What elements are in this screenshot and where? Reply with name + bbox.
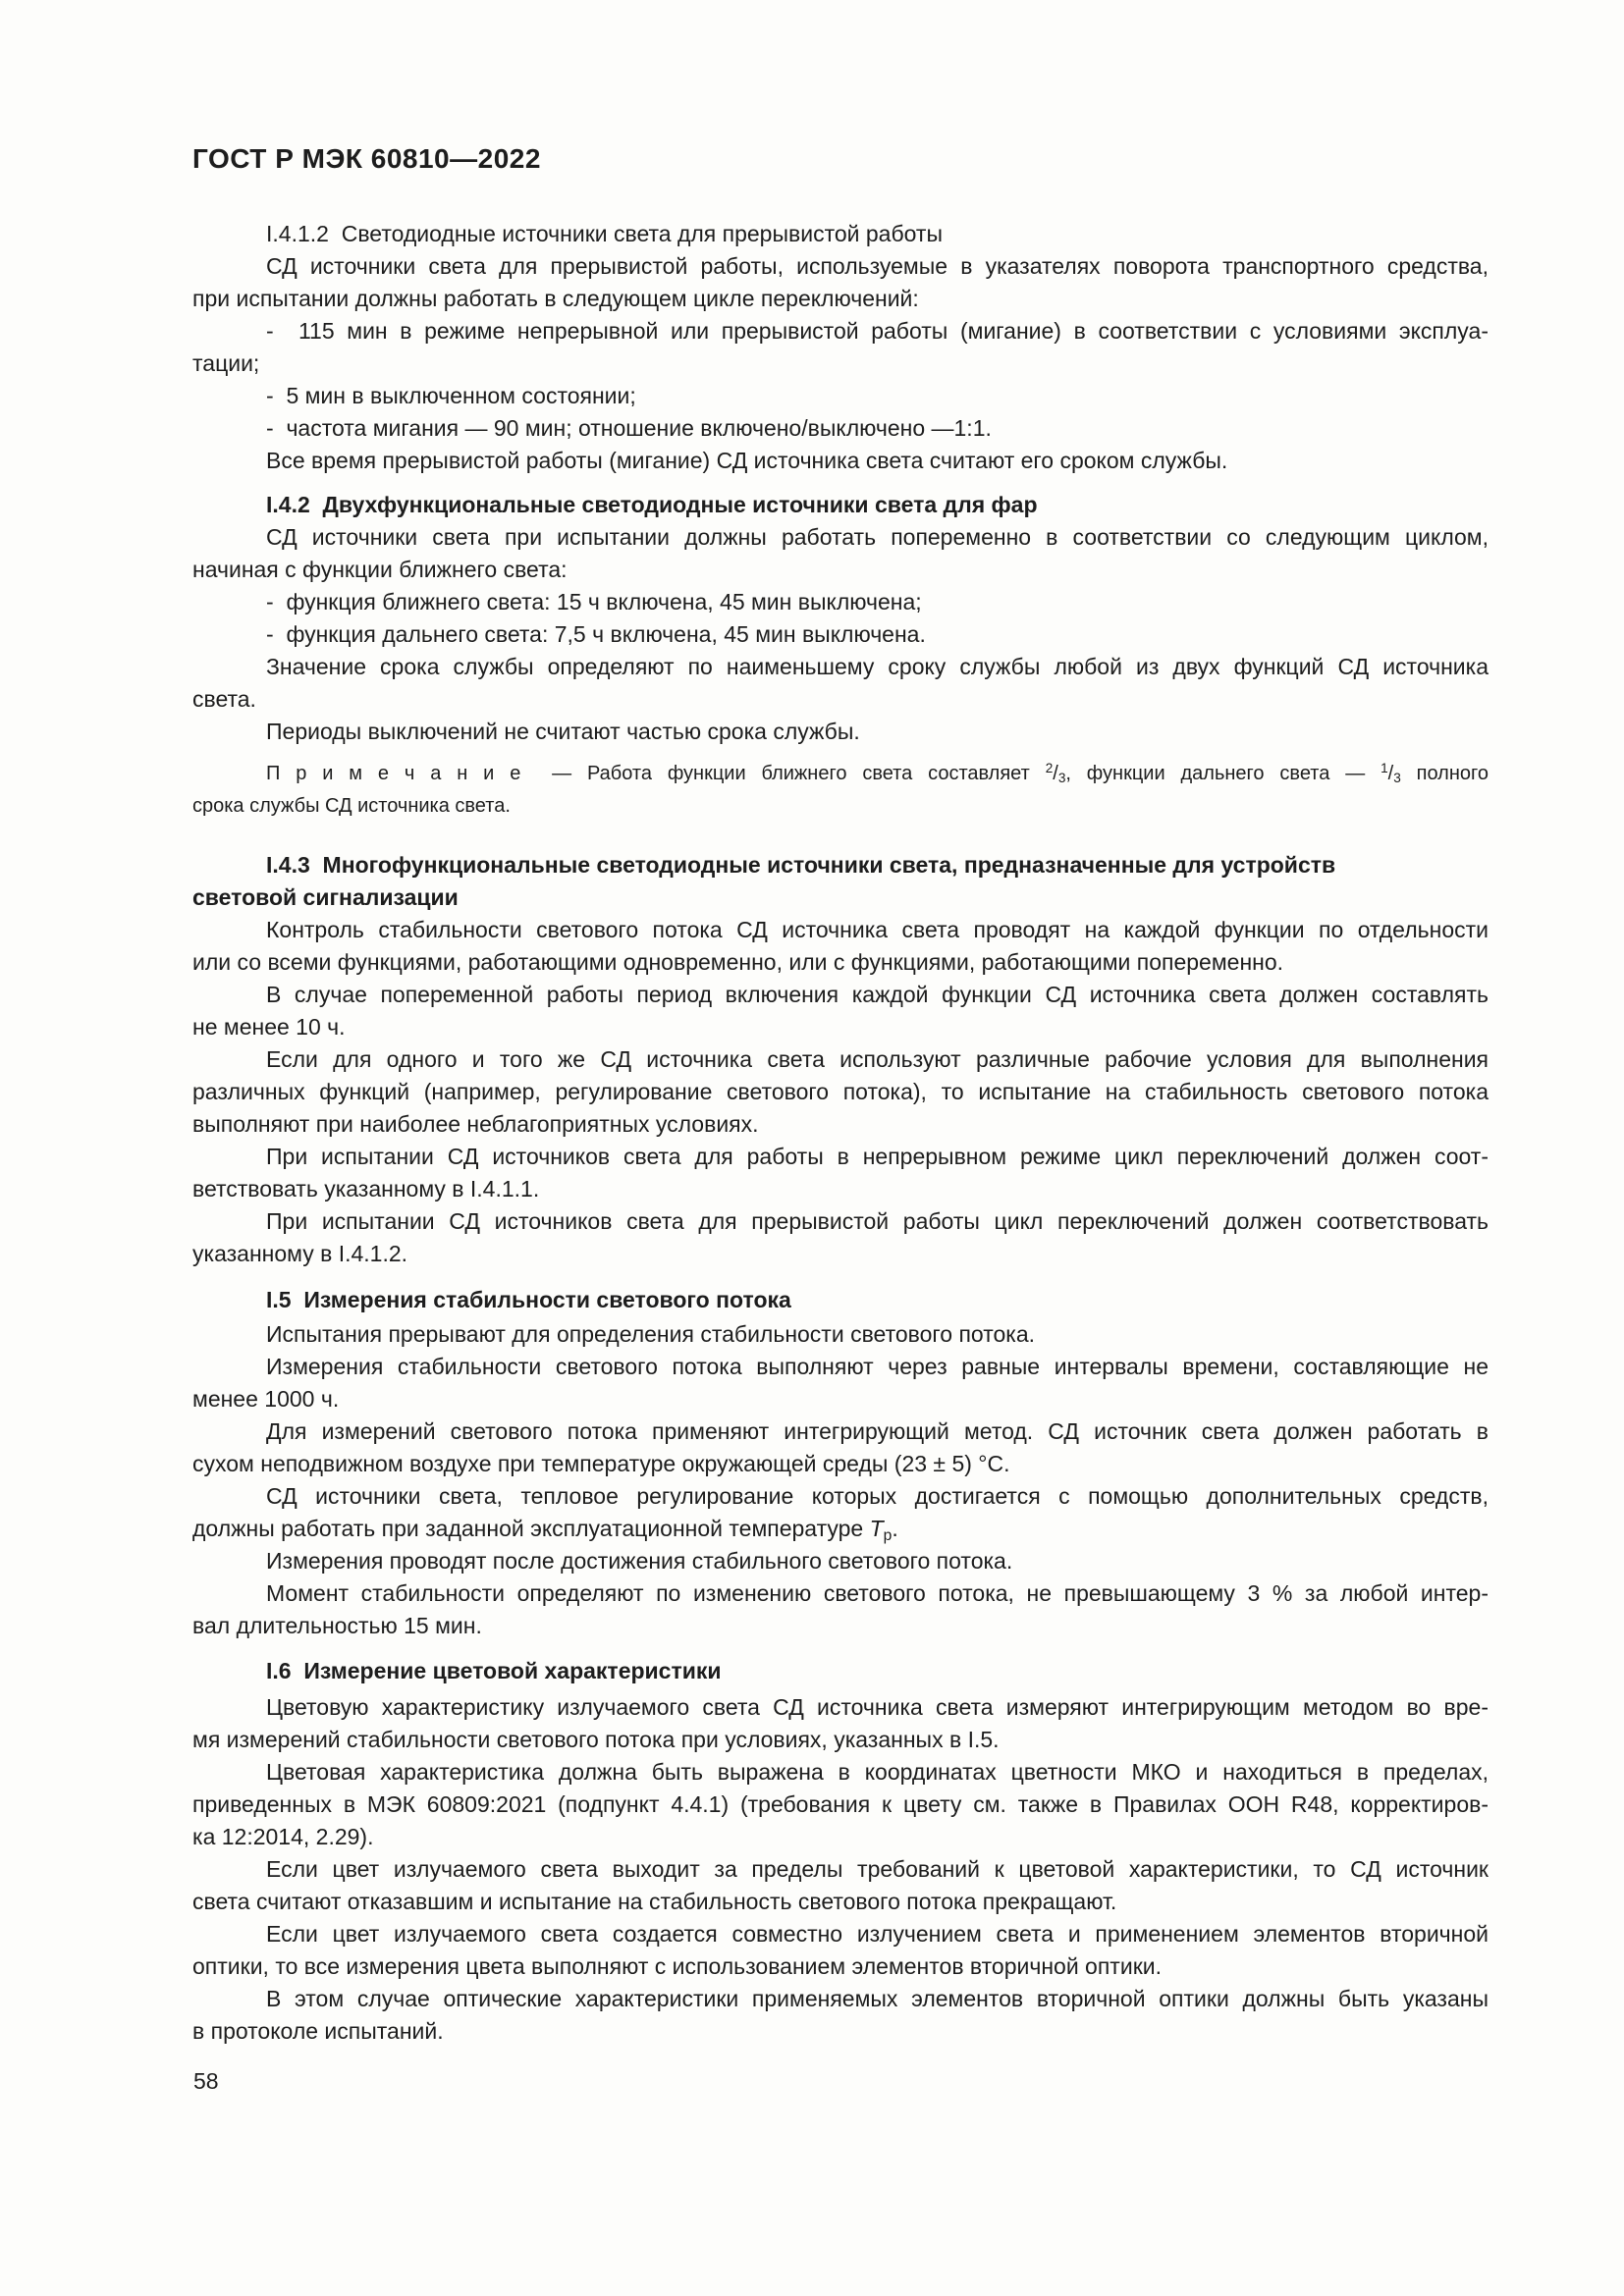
fraction-denominator: 3 bbox=[1057, 771, 1066, 786]
section-heading bbox=[192, 1655, 1489, 1687]
text-run: При испытании СД источников света для работы в непрерывном режиме цикл переключений должен соот- bbox=[266, 1144, 1489, 1169]
text-run: или со всеми функциями, работающими одновременно, или с функциями, работающими попеременно. bbox=[192, 949, 1284, 975]
symbol-temperature: T bbox=[869, 1516, 884, 1541]
paragraph-line bbox=[192, 1950, 1489, 1983]
text-run: Значение срока службы определяют по наименьшему сроку службы любой из двух функций СД источника bbox=[266, 654, 1489, 679]
text-run: I.4.3 Многофункциональные светодиодные источники света, предназначенные для устройств bbox=[266, 852, 1336, 878]
text-run: Цветовая характеристика должна быть выражена в координатах цветности МКО и находиться в пределах, bbox=[266, 1759, 1489, 1785]
paragraph-line bbox=[192, 683, 1489, 716]
paragraph-line bbox=[192, 1141, 1489, 1173]
paragraph-line bbox=[192, 946, 1489, 979]
text-run: - 115 мин в режиме непрерывной или прерывистой работы (мигание) в соответствии с условиями эксплуа- bbox=[266, 318, 1489, 344]
list-item bbox=[192, 586, 1489, 618]
paragraph-line bbox=[192, 1513, 1489, 1545]
text-run: - функция дальнего света: 7,5 ч включена, 45 мин выключена. bbox=[266, 621, 926, 647]
text-run: в протоколе испытаний. bbox=[192, 2018, 444, 2044]
text-run: / bbox=[1053, 763, 1058, 784]
paragraph-line bbox=[192, 521, 1489, 554]
paragraph-line bbox=[192, 1983, 1489, 2015]
text-run: Периоды выключений не считают частью срока службы. bbox=[266, 719, 860, 744]
list-item bbox=[192, 618, 1489, 651]
text-run: I.6 Измерение цветовой характеристики bbox=[266, 1658, 722, 1683]
paragraph-line bbox=[192, 1886, 1489, 1918]
text-run: оптики, то все измерения цвета выполняют с использованием элементов вторичной оптики. bbox=[192, 1953, 1162, 1979]
paragraph-line bbox=[192, 1821, 1489, 1853]
text-run: срока службы СД источника света. bbox=[192, 795, 511, 817]
text-run: Если для одного и того же СД источника света используют различные рабочие условия для выполнения bbox=[266, 1046, 1489, 1072]
text-run: В этом случае оптические характеристики применяемых элементов вторичной оптики должны быть указаны bbox=[266, 1986, 1489, 2011]
text-run: света. bbox=[192, 686, 256, 712]
paragraph-line bbox=[192, 1173, 1489, 1205]
text-run: П р и м е ч а н и е — Работа функции ближнего света составляет bbox=[266, 763, 1046, 784]
paragraph-line bbox=[192, 1691, 1489, 1724]
paragraph-line bbox=[192, 1610, 1489, 1642]
text-run: - частота мигания — 90 мин; отношение включено/выключено —1:1. bbox=[266, 415, 992, 441]
paragraph-line bbox=[192, 1789, 1489, 1821]
text-run: / bbox=[1387, 763, 1394, 784]
paragraph-line bbox=[192, 1756, 1489, 1789]
paragraph-line bbox=[192, 1545, 1489, 1577]
text-run: тации; bbox=[192, 350, 260, 376]
note-line bbox=[192, 790, 1489, 823]
paragraph-line bbox=[192, 914, 1489, 946]
section-heading bbox=[192, 849, 1489, 881]
text-run: Если цвет излучаемого света выходит за пределы требований к цветовой характеристики, то СД источник bbox=[266, 1856, 1489, 1882]
fraction-numerator: 1 bbox=[1380, 761, 1388, 776]
text-run: световой сигнализации bbox=[192, 884, 459, 910]
text-run: - 5 мин в выключенном состоянии; bbox=[266, 383, 636, 408]
text-run: ветствовать указанному в I.4.1.1. bbox=[192, 1176, 540, 1201]
text-run: При испытании СД источников света для прерывистой работы цикл переключений должен соответствовать bbox=[266, 1208, 1489, 1234]
note-line bbox=[192, 758, 1489, 790]
paragraph-line bbox=[192, 1043, 1489, 1076]
paragraph-line bbox=[192, 1724, 1489, 1756]
text-run: начиная с функции ближнего света: bbox=[192, 557, 568, 582]
paragraph-line bbox=[192, 1448, 1489, 1480]
document-title: ГОСТ Р МЭК 60810—2022 bbox=[192, 143, 541, 174]
paragraph-line bbox=[192, 1318, 1489, 1351]
text-run: - функция ближнего света: 15 ч включена, 45 мин выключена; bbox=[266, 589, 922, 614]
paragraph-line bbox=[192, 283, 1489, 315]
fraction-denominator: 3 bbox=[1393, 771, 1401, 786]
text-run: Момент стабильности определяют по изменению светового потока, не превышающему 3 % за любой интер- bbox=[266, 1580, 1489, 1606]
text-run: Измерения проводят после достижения стабильного светового потока. bbox=[266, 1548, 1013, 1574]
text-run: должны работать при заданной эксплуатационной температуре bbox=[192, 1516, 870, 1541]
paragraph-line bbox=[192, 651, 1489, 683]
paragraph-line bbox=[192, 1238, 1489, 1270]
paragraph-line bbox=[192, 1577, 1489, 1610]
paragraph-line bbox=[192, 1415, 1489, 1448]
text-run: менее 1000 ч. bbox=[192, 1386, 340, 1412]
paragraph-line bbox=[192, 1480, 1489, 1513]
text-run: сухом неподвижном воздухе при температуре окружающей среды (23 ± 5) °С. bbox=[192, 1451, 1010, 1476]
text-run: Если цвет излучаемого света создается совместно излучением света и применением элементов вторичной bbox=[266, 1921, 1489, 1947]
fraction-numerator: 2 bbox=[1045, 761, 1054, 776]
text-run: I.5 Измерения стабильности светового потока bbox=[266, 1287, 791, 1312]
text-run: Все время прерывистой работы (мигание) СД источника света считают его сроком службы. bbox=[266, 448, 1228, 473]
text-run: света считают отказавшим и испытание на стабильность светового потока прекращают. bbox=[192, 1889, 1117, 1914]
text-run: Измерения стабильности светового потока выполняют через равные интервалы времени, составляющие не bbox=[266, 1354, 1489, 1379]
paragraph-line bbox=[192, 1853, 1489, 1886]
text-run: Испытания прерывают для определения стабильности светового потока. bbox=[266, 1321, 1036, 1347]
section-heading bbox=[192, 1284, 1489, 1316]
document-body bbox=[192, 218, 1489, 2048]
text-run: ка 12:2014, 2.29). bbox=[192, 1824, 374, 1849]
text-run: различных функций (например, регулирование светового потока), то испытание на стабильность светового потока bbox=[192, 1079, 1489, 1104]
text-run: вал длительностью 15 мин. bbox=[192, 1613, 482, 1638]
text-run: полного bbox=[1400, 763, 1489, 784]
paragraph-line bbox=[192, 1918, 1489, 1950]
paragraph-line bbox=[192, 1351, 1489, 1383]
text-run: мя измерений стабильности светового потока при условиях, указанных в I.5. bbox=[192, 1727, 1000, 1752]
text-run: В случае попеременной работы период включения каждой функции СД источника света должен составлять bbox=[266, 982, 1489, 1007]
text-run: , функции дальнего света — bbox=[1065, 763, 1381, 784]
paragraph-line bbox=[192, 1383, 1489, 1415]
section-heading bbox=[192, 881, 1489, 914]
paragraph-line bbox=[192, 1011, 1489, 1043]
paragraph-line bbox=[192, 445, 1489, 477]
section-heading bbox=[192, 489, 1489, 521]
text-run: при испытании должны работать в следующем цикле переключений: bbox=[192, 286, 919, 311]
paragraph-line bbox=[192, 1076, 1489, 1108]
text-run: СД источники света при испытании должны работать попеременно в соответствии со следующим циклом, bbox=[266, 524, 1489, 550]
text-run: СД источники света, тепловое регулирование которых достигается с помощью дополнительных средств, bbox=[266, 1483, 1489, 1509]
paragraph-line bbox=[192, 979, 1489, 1011]
text-run: Цветовую характеристику излучаемого света СД источника света измеряют интегрирующим методом во вре- bbox=[266, 1694, 1489, 1720]
text-run: указанному в I.4.1.2. bbox=[192, 1241, 408, 1266]
paragraph-line bbox=[192, 554, 1489, 586]
text-run: I.4.2 Двухфункциональные светодиодные источники света для фар bbox=[266, 492, 1038, 517]
page-number: 58 bbox=[193, 2068, 219, 2094]
list-item bbox=[192, 315, 1489, 347]
list-item bbox=[192, 412, 1489, 445]
subclause-title bbox=[192, 218, 1489, 250]
text-run: не менее 10 ч. bbox=[192, 1014, 346, 1040]
symbol-temperature-subscript: p bbox=[883, 1526, 893, 1544]
paragraph-line bbox=[192, 347, 1489, 380]
text-run: . bbox=[892, 1516, 898, 1541]
paragraph-line bbox=[192, 1205, 1489, 1238]
text-run: выполняют при наиболее неблагоприятных условиях. bbox=[192, 1111, 759, 1137]
text-run: СД источники света для прерывистой работы, используемые в указателях поворота транспортного средства, bbox=[266, 253, 1489, 279]
list-item bbox=[192, 380, 1489, 412]
paragraph-line bbox=[192, 716, 1489, 748]
text-run: Для измерений светового потока применяют интегрирующий метод. СД источник света должен работать в bbox=[266, 1418, 1489, 1444]
text-run: приведенных в МЭК 60809:2021 (подпункт 4.4.1) (требования к цвету см. также в Правилах ООН R48, корректиров- bbox=[192, 1791, 1489, 1817]
text-run: I.4.1.2 Светодиодные источники света для прерывистой работы bbox=[266, 221, 943, 246]
paragraph-line bbox=[192, 1108, 1489, 1141]
paragraph-line bbox=[192, 250, 1489, 283]
text-run: Контроль стабильности светового потока СД источника света проводят на каждой функции по отдельности bbox=[266, 917, 1489, 942]
paragraph-line bbox=[192, 2015, 1489, 2048]
